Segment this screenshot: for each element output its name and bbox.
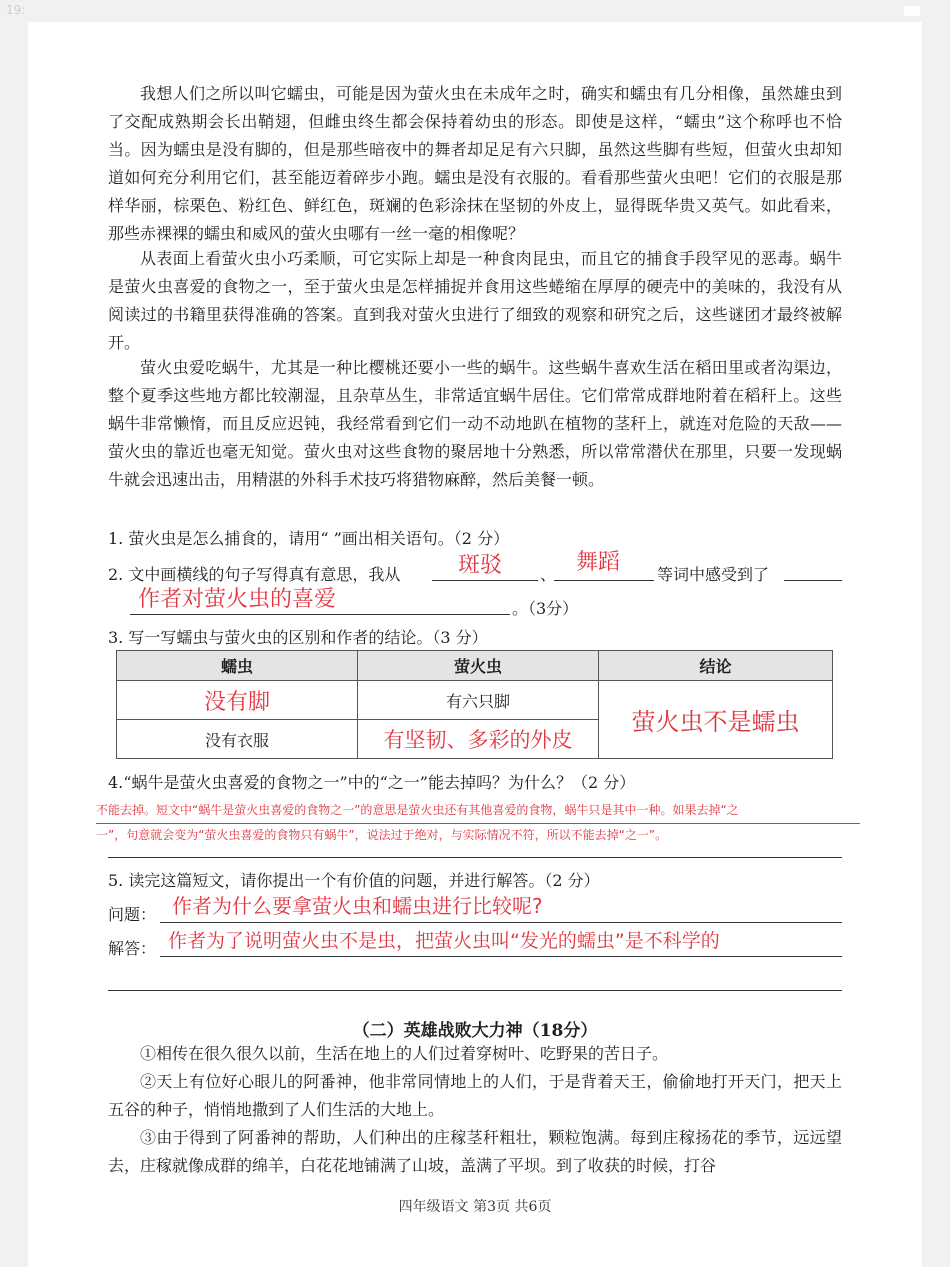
question-2-separator: 、 [540,565,557,584]
passage-paragraph-1: 我想人们之所以叫它蠕虫，可能是因为萤火虫在未成年之时，确实和蠕虫有几分相像，虽然雄虫到了交配成熟期会长出鞘翅，但雌虫终生都会保持着幼虫的形态。即使是这样，“蠕虫”这个称呼也不恰当。因为蠕虫是没有脚的，但是那些暗夜中的舞者却足足有六只脚，虽然这些脚有些短，但萤火虫却知道如何充分利用它们，甚至能迈着碎步小跑。蠕虫是没有衣服的。看看那些萤火虫吧！它们的衣服是那样华丽，棕栗色、粉红色、鲜红色，斑斓的色彩涂抹在坚韧的外皮上，显得既华贵又英气。如此看来，那些赤裸裸的蠕虫和威风的萤火虫哪有一丝一毫的相像呢？ [108,84,842,243]
question-2-mid: 等词中感受到了 [657,565,770,584]
question-3: 3. 写一写蠕虫与萤火虫的区别和作者的结论。（3 分） [108,628,488,647]
question-2-prompt: 2. 文中画横线的句子写得真有意思，我从 [108,565,401,584]
cell-worm-clothes: 没有衣服 [117,720,358,759]
header-firefly: 萤火虫 [358,651,599,681]
page-footer: 四年级语文 第3页 共6页 [398,1199,552,1215]
header-conclusion: 结论 [599,651,833,681]
comparison-table [116,650,833,759]
section-2-paragraph-1: ①相传在很久很久以前，生活在地上的人们过着穿树叶、吃野果的苦日子。 [140,1044,669,1063]
question-answer-text: 作者为什么要拿萤火虫和蠕虫进行比较呢? [172,894,543,918]
cell-firefly-feet: 有六只脚 [358,681,599,720]
answer-word-1: 斑驳 [458,553,503,578]
question-2-end: 。（3分） [512,599,579,618]
passage-paragraph-3: 萤火虫爱吃蜗牛，尤其是一种比樱桃还要小一些的蜗牛。这些蜗牛喜欢生活在稻田里或者沟渠边，整个夏季这些地方都比较潮湿，且杂草丛生，非常适宜蜗牛居住。它们常常成群地附着在稻秆上。这些蜗牛非常懒惰，而且反应迟钝，我经常看到它们一动不动地趴在植物的茎秆上，就连对危险的天敌——萤火虫的靠近也毫无知觉。萤火虫对这些食物的聚居地十分熟悉，所以常常潜伏在那里，只要一发现蜗牛就会迅速出击，用精湛的外科手术技巧将猎物麻醉，然后美餐一顿。 [108,358,842,489]
cell-conclusion[interactable]: 萤火虫不是蠕虫 [599,681,833,759]
question-label: 问题： [108,905,157,924]
section-2-paragraph-2: ②天上有位好心眼儿的阿番神，他非常同情地上的人们，于是背着天王，偷偷地打开天门，把天上五谷的种子，悄悄地撒到了人们生活的大地上。 [108,1072,842,1119]
cell-firefly-clothes[interactable]: 有坚韧、多彩的外皮 [358,720,599,759]
section-2-title: （二）英雄战败大力神（18分） [352,1021,598,1041]
question-4-answer-line-2: 一”，句意就会变为“萤火虫喜爱的食物只有蜗牛”，说法过于绝对，与实际情况不符，所以不能去掉“之一”。 [96,828,668,842]
answer-word-2: 舞蹈 [576,550,621,575]
question-5: 5. 读完这篇短文，请你提出一个有价值的问题，并进行解答。（2 分） [108,871,600,890]
answer-line-5c [108,990,842,991]
table-row [117,681,833,720]
question-1: 1. 萤火虫是怎么捕食的，请用“ ”画出相关语句。（2 分） [108,529,510,548]
question-4-answer-line-1: 不能去掉。短文中“蜗牛是萤火虫喜爱的食物之一”的意思是萤火虫还有其他喜爱的食物，蜗牛只是其中一种。如果去掉“之 [96,803,739,817]
passage-paragraph-2: 从表面上看萤火虫小巧柔顺，可它实际上却是一种食肉昆虫，而且它的捕食手段罕见的恶毒。蜗牛是萤火虫喜爱的食物之一，至于萤火虫是怎样捕捉并食用这些蜷缩在厚厚的硬壳中的美味的，我没有从阅读过的书籍里获得准确的答案。直到我对萤火虫进行了细致的观察和研究之后，这些谜团才最终被解开。 [108,249,842,352]
section-2-paragraph-3: ③由于得到了阿番神的帮助，人们种出的庄稼茎秆粗壮，颗粒饱满。每到庄稼扬花的季节，远远望去，庄稼就像成群的绵羊，白花花地铺满了山坡，盖满了平坝。到了收获的时候，打谷 [108,1128,842,1175]
answer-blank-3a[interactable] [784,552,842,581]
question-4: 4.“蜗牛是萤火虫喜爱的食物之一”中的“之一”能去掉吗？为什么？（2 分） [108,773,636,792]
table-header-row [117,651,833,681]
answer-label: 解答： [108,939,157,958]
answer-line-4b [108,857,842,858]
answer-phrase-3: 作者对萤火虫的喜爱 [138,587,337,612]
header-worm: 蠕虫 [117,651,358,681]
answer-answer-text: 作者为了说明萤火虫不是虫，把萤火虫叫“发光的蠕虫”是不科学的 [168,930,720,952]
camera-indicator-icon [904,6,920,16]
status-time: 19: [6,3,26,17]
cell-worm-feet[interactable]: 没有脚 [117,681,358,720]
answer-line-4a [96,823,860,824]
status-bar [0,0,950,22]
